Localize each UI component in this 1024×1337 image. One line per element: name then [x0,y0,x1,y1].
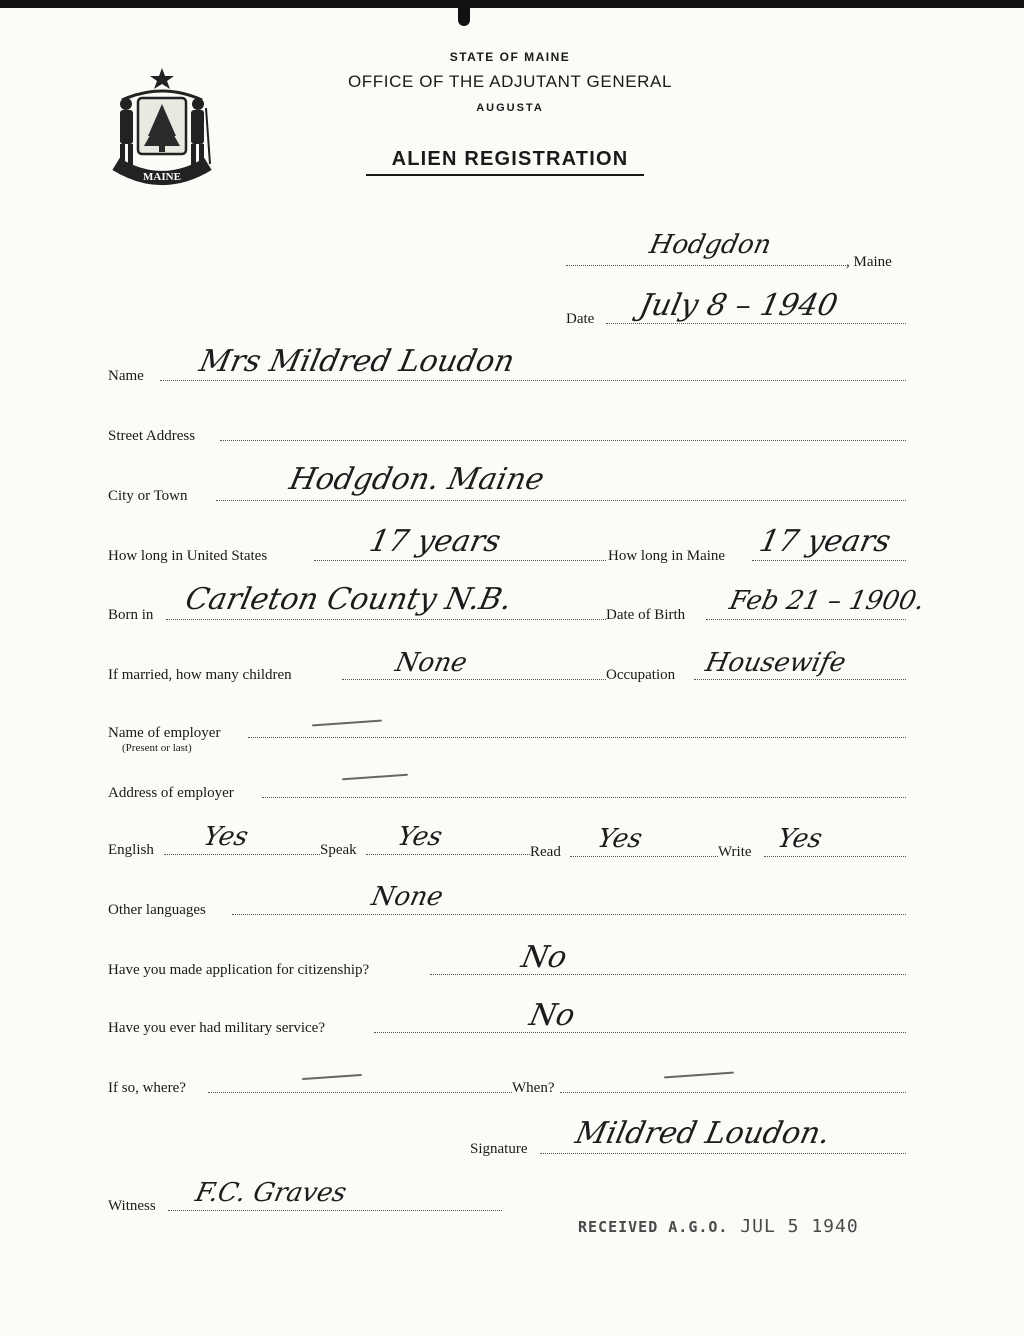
write-line [764,855,906,857]
citizenship-value: No [518,940,571,975]
where-line [208,1091,512,1093]
town-value: Hodgdon [646,230,774,260]
english-label: English [108,842,154,858]
speak-label: Speak [320,842,357,858]
military-value: No [526,998,579,1033]
maine-state-seal [108,64,216,188]
city-label: City or Town [108,488,188,504]
other-languages-line [232,913,906,915]
dob-label: Date of Birth [606,607,686,623]
date-value: July 8 – 1940 [636,288,841,323]
speak-line [366,853,530,855]
employer-name-sublabel: (Present or last) [122,742,192,754]
children-line [342,678,606,680]
dob-line [706,618,906,620]
signature-value: Mildred Loudon. [572,1116,834,1151]
occupation-line [694,678,906,680]
name-label: Name [108,368,144,384]
town-suffix: , Maine [846,254,892,270]
english-value: Yes [200,822,251,852]
occupation-label: Occupation [606,667,676,683]
military-line [374,1031,906,1033]
military-label: Have you ever had military service? [108,1020,325,1036]
employer-name-dash [312,720,382,727]
citizenship-line [430,973,906,975]
employer-name-line [248,736,906,738]
dob-value: Feb 21 – 1900. [726,586,928,616]
signature-label: Signature [470,1141,528,1157]
city-value: Hodgdon. Maine [286,462,548,497]
received-stamp-date: JUL 5 1940 [740,1216,859,1237]
received-stamp [578,1216,859,1237]
read-line [570,855,718,857]
when-label: When? [512,1080,555,1096]
name-value: Mrs Mildred Loudon [196,344,518,379]
how-long-maine-label: How long in Maine [608,548,726,564]
scan-notch [458,4,470,26]
when-line [560,1091,906,1093]
employer-address-dash [342,774,408,781]
town-line [566,264,846,266]
street-line [220,439,906,441]
witness-value: F.C. Graves [192,1178,350,1208]
employer-name-label: Name of employer [108,725,221,741]
title-underline [366,174,644,176]
how-long-us-label: How long in United States [108,548,268,564]
city-line [216,499,906,501]
how-long-us-line [314,559,606,561]
state-heading: STATE OF MAINE [449,50,571,64]
children-value: None [392,648,470,678]
name-line [160,379,906,381]
read-value: Yes [594,824,645,854]
write-value: Yes [774,824,825,854]
citizenship-label: Have you made application for citizenship? [108,962,370,978]
other-languages-value: None [368,882,446,912]
speak-value: Yes [394,822,445,852]
signature-line [540,1152,906,1154]
street-label: Street Address [108,428,196,444]
children-label: If married, how many children [108,667,292,683]
form-title: ALIEN REGISTRATION [391,148,629,170]
occupation-value: Housewife [702,648,849,678]
born-in-label: Born in [108,607,154,623]
witness-label: Witness [108,1198,156,1214]
city-heading: AUGUSTA [476,102,544,114]
born-in-line [166,618,606,620]
write-label: Write [718,844,752,860]
where-dash [302,1074,362,1080]
how-long-maine-value: 17 years [756,524,894,559]
employer-address-label: Address of employer [108,785,234,801]
employer-address-line [262,796,906,798]
office-heading: OFFICE OF THE ADJUTANT GENERAL [347,72,673,91]
read-label: Read [530,844,561,860]
received-stamp-label: RECEIVED A.G.O. [578,1218,729,1236]
how-long-us-value: 17 years [366,524,504,559]
when-dash [664,1072,734,1079]
witness-line [168,1209,502,1211]
scan-top-border [0,0,1024,8]
svg-text:MAINE: MAINE [143,171,181,183]
where-label: If so, where? [108,1080,186,1096]
born-in-value: Carleton County N.B. [182,582,515,617]
how-long-maine-line [752,559,906,561]
date-label: Date [566,311,595,327]
other-languages-label: Other languages [108,902,206,918]
english-line [164,853,320,855]
